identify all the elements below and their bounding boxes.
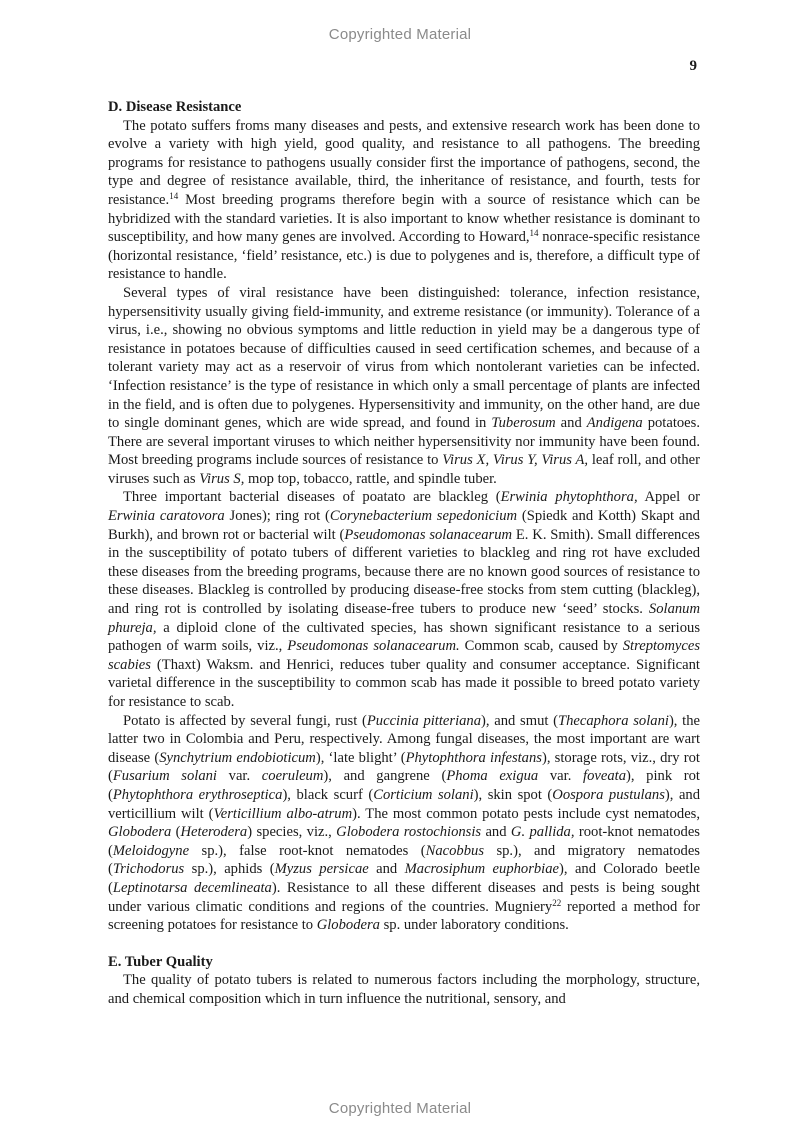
text-run: ), ‘late blight’ ( — [315, 749, 406, 766]
italic-term: Corticium solani — [373, 786, 474, 803]
text-run: a diploid clone of the cultivated species, has shown significant resistance to a serious pathogen of warm soils, viz., — [108, 619, 700, 655]
text-run: sp. under laboratory conditions. — [379, 917, 569, 934]
text-run: ), and Colorado beetle ( — [108, 861, 700, 896]
italic-term: G. pallida, — [510, 824, 575, 841]
text-run: ). The most common potato pests include cyst nematodes, — [352, 805, 700, 822]
paragraph — [108, 117, 700, 284]
text-run: mop top, tobacco, rattle, and spindle tuber. — [244, 470, 497, 487]
italic-term: Virus X, Virus Y, Virus A, — [442, 452, 589, 469]
text-run: and — [481, 824, 511, 841]
text-run: (Spiedk and Kotth) Skapt and Burkh), and brown rot or bacterial wilt ( — [108, 508, 700, 543]
text-run: ), and gangrene ( — [323, 768, 447, 785]
text-run: nonrace-specific resistance (horizontal resistance, ‘field’ resistance, etc.) is due to polygenes and is, therefore, a difficult type of resistance to handle. — [108, 229, 700, 283]
italic-term: Meloidogyne — [112, 842, 190, 859]
italic-term: Tuberosum — [491, 415, 556, 432]
italic-term: Pseudomonas solanacearum. — [287, 638, 460, 655]
italic-term: Leptinotarsa decemlineata — [112, 879, 272, 896]
italic-term: Myzus persicae — [274, 861, 369, 878]
text-run: ) species, viz., — [247, 824, 337, 841]
text-run: sp.), aphids ( — [184, 861, 275, 878]
page-body — [108, 98, 700, 1027]
text-run: and — [368, 861, 405, 878]
italic-term: Phoma exigua — [446, 768, 539, 785]
text-run: ), pink rot ( — [108, 768, 700, 803]
text-run: The potato suffers froms many diseases and pests, and extensive research work has been done to evolve a variety with high yield, good quality, and resistance to all pathogens. The breeding programs for resistance to pathogens usually consider first the importance of pathogens, second, the type and degree of resistance available, third, the inheritance of resistance, and fourth, tests for resistance. — [108, 117, 700, 208]
section-heading: E. Tuber Quality — [108, 953, 213, 970]
text-run: ), and verticillium wilt ( — [108, 786, 701, 822]
italic-term: Globodera — [108, 824, 172, 841]
text-run: (Thaxt) Waksm. and Henrici, reduces tuber quality and consumer acceptance. Significant varietal difference in the susceptibility to common scab has made it possible to breed potato variety for resistance to scab. — [108, 656, 700, 710]
text-run: Most breeding programs therefore begin with a source of resistance which can be hybridized with the standard varieties. It is also important to know whether resistance is dominant to susceptibility, and how many genes are involved. According to Howard, — [108, 191, 700, 246]
italic-term: Andigena — [586, 415, 643, 432]
watermark-top: Copyrighted Material — [328, 26, 472, 43]
text-run: sp.), and migratory nematodes ( — [108, 842, 700, 878]
text-run: reported a method for screening potatoes for resistance to — [108, 898, 700, 934]
text-run: Several types of viral resistance have been distinguished: tolerance, infection resistance, hypersensitivity usually giving field-immunity, and extreme resistance (or immunity). Tolerance of a virus, i.e., showing no obvious symptoms and little reduction in yield may be a dangerous type of resistance in potatoes because of difficulties caused in seed certification schemes, and because of a tolerant variety may act as a reservoir of virus from which nontolerant varieties can be infected. ‘Infection resistance’ is the type of resistance in which only a small percentage of plants are infected in the field, and is often due to polygenes. Hypersensitivity and immunity, on the other hand, are due to single dominant genes, which are wide spread, and found in — [108, 284, 700, 432]
section-heading: D. Disease Resistance — [108, 99, 242, 115]
italic-term: Nacobbus — [425, 842, 484, 859]
text-run: Potato is affected by several fungi, rust ( — [123, 712, 367, 729]
italic-term: Erwinia caratovora — [108, 508, 225, 525]
paragraph — [108, 284, 700, 489]
italic-term: Erwinia phytophthora, — [500, 489, 638, 506]
text-run: Jones); ring rot ( — [224, 508, 330, 525]
text-run: ), skin spot ( — [473, 786, 553, 803]
italic-term: Globodera — [316, 917, 380, 934]
italic-term: Thecaphora solani — [558, 712, 669, 729]
text-run: var. — [216, 768, 262, 785]
text-run: ). Resistance to all these different diseases and pests is being sought under various climatic conditions and regions of the countries. Mugniery — [108, 879, 700, 915]
watermark-bottom: Copyrighted Material — [328, 1100, 472, 1117]
reference-superscript: 14 — [169, 190, 179, 201]
text-run: The quality of potato tubers is related to numerous factors including the morphology, structure, and chemical composition which in turn influence the nutritional, sensory, and — [108, 972, 700, 1007]
italic-term: Virus S, — [199, 470, 245, 487]
italic-term: Pseudomonas solanacearum — [344, 526, 513, 543]
paragraph — [108, 971, 700, 1008]
italic-term: foveata — [583, 768, 626, 785]
italic-term: Heterodera — [180, 824, 248, 841]
text-run: potatoes. There are several important viruses to which neither hypersensitivity nor immunity have been found. Most breeding programs include sources of resistance to — [108, 415, 700, 469]
text-run: E. K. Smith). Small differences in the susceptibility of potato tubers of different varieties to blackleg and ring rot have excluded these diseases from the breeding programs, because there are no known good sources of resistance to these diseases. Blackleg is controlled by producing disease-free stocks from stem cutting (blackleg), and ring rot is controlled by isolating disease-free tubers to produce new ‘seed’ stocks. — [108, 526, 700, 618]
italic-term: Trichodorus — [112, 861, 185, 878]
paragraph — [108, 712, 700, 935]
reference-superscript: 22 — [552, 897, 562, 908]
paragraph — [108, 488, 700, 711]
italic-term: Puccinia pitteriana — [366, 712, 482, 729]
text-run: ), black scurf ( — [282, 786, 374, 803]
text-run: ), the latter two in Colombia and Peru, respectively. Among fungal diseases, the most important are wart disease ( — [108, 712, 700, 766]
page-number: 9 — [689, 58, 697, 74]
text-run: leaf roll, and other viruses such as — [108, 452, 700, 487]
italic-term: Phytophthora erythroseptica — [112, 786, 283, 803]
text-run: Appel or — [637, 489, 700, 506]
section — [108, 98, 700, 935]
text-run: ), and smut ( — [481, 712, 558, 729]
italic-term: Macrosiphum euphorbiae — [404, 861, 560, 878]
reference-superscript: 14 — [529, 228, 539, 239]
text-run: var. — [538, 768, 584, 785]
italic-term: Corynebacterium sepedonicium — [329, 508, 518, 525]
text-run: sp.), false root-knot nematodes ( — [189, 842, 426, 859]
italic-term: Verticillium albo-atrum — [213, 805, 353, 822]
text-run: and — [555, 415, 587, 432]
italic-term: Streptomyces scabies — [108, 638, 700, 673]
italic-term: Globodera rostochionsis — [336, 824, 482, 841]
section — [108, 953, 700, 1009]
italic-term: Solanum phureja, — [108, 601, 700, 636]
text-run: ( — [171, 824, 181, 841]
text-run: Three important bacterial diseases of poatato are blackleg ( — [123, 489, 501, 506]
italic-term: Phytophthora infestans — [405, 749, 542, 766]
italic-term: Fusarium solani — [112, 768, 217, 785]
text-run: ), storage rots, viz., dry rot ( — [108, 749, 700, 785]
text-run: Common scab, caused by — [459, 638, 623, 655]
italic-term: Oospora pustulans — [552, 786, 665, 803]
italic-term: coeruleum — [261, 768, 324, 785]
italic-term: Synchytrium endobioticum — [159, 749, 316, 766]
text-run: root-knot nematodes ( — [108, 824, 700, 859]
